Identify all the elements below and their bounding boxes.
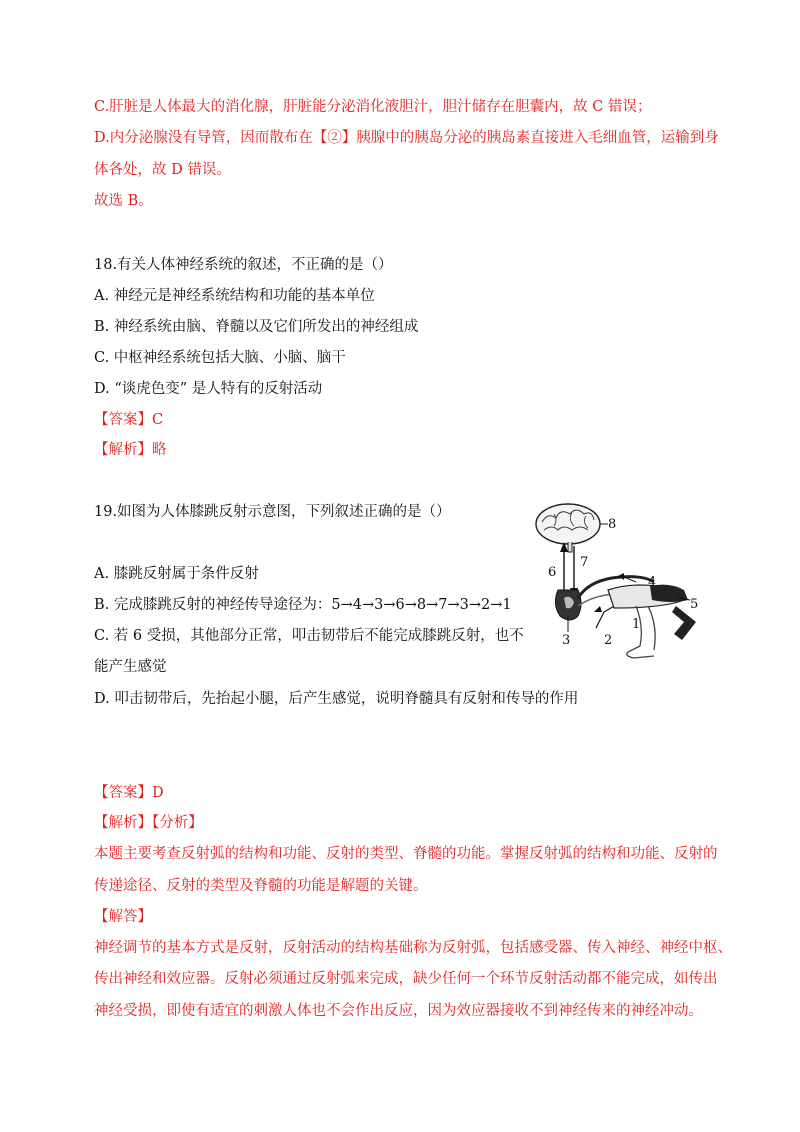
q18-answer <box>94 410 163 430</box>
brain-icon <box>536 504 600 552</box>
figure-label-4: 4 <box>648 575 657 590</box>
q18-option-a: A. 神经元是神经系统结构和功能的基本单位 <box>94 288 375 304</box>
q19-analysis-line1: 本题主要考查反射弧的结构和功能、反射的类型、脊髓的功能。掌握反射弧的结构和功能、反射的 <box>94 846 718 862</box>
q18-analysis-label: 【解析】 <box>94 442 152 458</box>
q19-answer-label: 【答案】 <box>94 785 152 801</box>
q18-analysis <box>94 440 167 460</box>
figure-label-6: 6 <box>548 565 557 580</box>
explanation-option-d-line1: D.内分泌腺没有导管，因而散布在【②】胰腺中的胰岛分泌的胰岛素直接进入毛细血管，运输到身 <box>94 130 719 146</box>
q19-option-c-line2: 能产生感觉 <box>94 659 167 675</box>
q18-answer-value: C <box>152 412 164 428</box>
explanation-conclusion: 故选 B。 <box>94 193 153 209</box>
q19-analysis-line2: 传递途径、反射的类型及脊髓的功能是解题的关键。 <box>94 878 428 894</box>
q19-answer <box>94 783 164 803</box>
q19-solution-line3: 神经受损，即使有适宜的刺激人体也不会作出反应，因为效应器接收不到神经传来的神经冲动。 <box>94 1003 703 1019</box>
q19-solution-line1: 神经调节的基本方式是反射，反射活动的结构基础称为反射弧，包括感受器、传入神经、神经中枢、 <box>94 940 732 956</box>
q19-option-a: A. 膝跳反射属于条件反射 <box>94 566 259 582</box>
q19-option-d: D. 叩击韧带后，先抬起小腿，后产生感觉，说明脊髓具有反射和传导的作用 <box>94 691 579 707</box>
leg-icon <box>608 585 699 658</box>
q18-stem: 18.有关人体神经系统的叙述，不正确的是（） <box>94 257 393 273</box>
explanation-option-d-line2: 体各处，故 D 错误。 <box>94 162 231 178</box>
explanation-option-c: C.肝脏是人体最大的消化腺，肝脏能分泌消化液胆汁，胆汁储存在胆囊内，故 C 错误； <box>94 99 652 115</box>
q19-solution-line2: 传出神经和效应器。反射必须通过反射弧来完成，缺少任何一个环节反射活动都不能完成，如传出 <box>94 971 718 987</box>
q19-solution-label: 【解答】 <box>94 909 152 925</box>
figure-label-2: 2 <box>604 633 613 648</box>
figure-label-1: 1 <box>632 617 641 632</box>
reflex-arc-illustration <box>528 494 708 662</box>
knee-jerk-reflex-figure <box>528 494 708 662</box>
q18-option-d: D. “谈虎色变” 是人特有的反射活动 <box>94 381 323 397</box>
figure-label-7: 7 <box>580 555 589 570</box>
spinal-cord-icon <box>555 590 581 632</box>
q19-option-c-line1: C. 若 6 受损，其他部分正常，叩击韧带后不能完成膝跳反射，也不 <box>94 628 524 644</box>
q19-option-b: B. 完成膝跳反射的神经传导途径为：5→4→3→6→8→7→3→2→1 <box>94 597 512 613</box>
figure-label-8: 8 <box>608 517 617 532</box>
q19-answer-value: D <box>152 785 164 801</box>
figure-label-5: 5 <box>690 597 699 612</box>
q18-analysis-value: 略 <box>152 442 167 458</box>
q19-stem: 19.如图为人体膝跳反射示意图，下列叙述正确的是（） <box>94 504 451 520</box>
q18-answer-label: 【答案】 <box>94 412 152 428</box>
q18-option-b: B. 神经系统由脑、脊髓以及它们所发出的神经组成 <box>94 319 419 335</box>
figure-label-3: 3 <box>562 633 571 648</box>
q18-option-c: C. 中枢神经系统包括大脑、小脑、脑干 <box>94 350 346 366</box>
q19-analysis-header: 【解析】【分析】 <box>94 815 203 831</box>
